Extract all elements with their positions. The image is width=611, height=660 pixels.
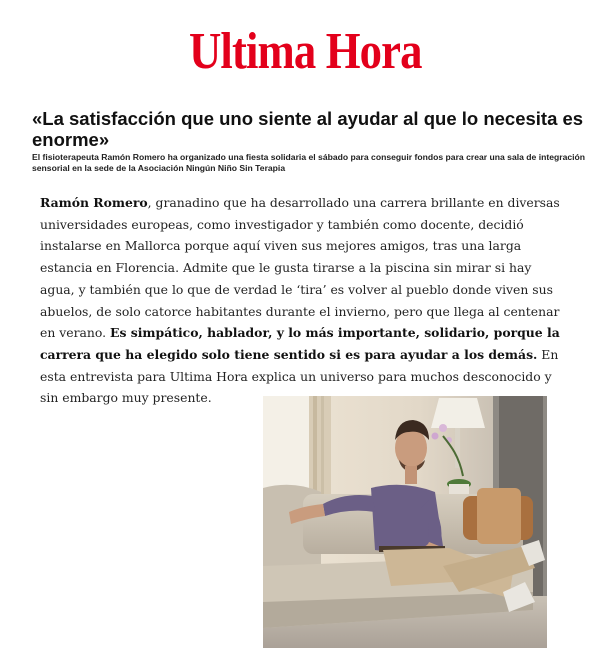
body-text-2: En esta entrevista para Ultima Hora explica un universo para muchos desconocido y sin embargo muy presente. <box>40 346 559 406</box>
article-subheadline: El fisioterapeuta Ramón Romero ha organizado una fiesta solidaria el sábado para conseguir fondos para crear una sala de integración sensorial en la sede de la Asociación Ningún Niño Sin Terapia <box>32 152 586 173</box>
portrait-photo <box>263 396 547 648</box>
article-body <box>40 192 560 409</box>
ultima-hora-logo[interactable]: Ultima Hora <box>189 23 422 80</box>
body-text-1: , granadino que ha desarrollado una carrera brillante en diversas universidades europeas, como investigador y también como docente, decidió instalarse en Mallorca porque aquí viven sus mejores amigos, tras una larga estancia en Florencia. Admite que le gusta tirarse a la piscina sin mirar si hay agua, y también que lo que de verdad le ‘tira’ es volver al pueblo donde viven sus abuelos, de solo catorce habitantes durante el invierno, pero que llega al centenar en verano. <box>40 195 560 341</box>
body-bold-quote: Es simpático, hablador, y lo más importante, solidario, porque la carrera que ha elegido solo tiene sentido si es para ayudar a los demás. <box>40 325 560 362</box>
masthead <box>0 22 611 82</box>
body-name: Ramón Romero <box>40 195 148 210</box>
article-headline: «La satisfacción que uno siente al ayudar al que lo necesita es enorme» <box>32 108 584 150</box>
